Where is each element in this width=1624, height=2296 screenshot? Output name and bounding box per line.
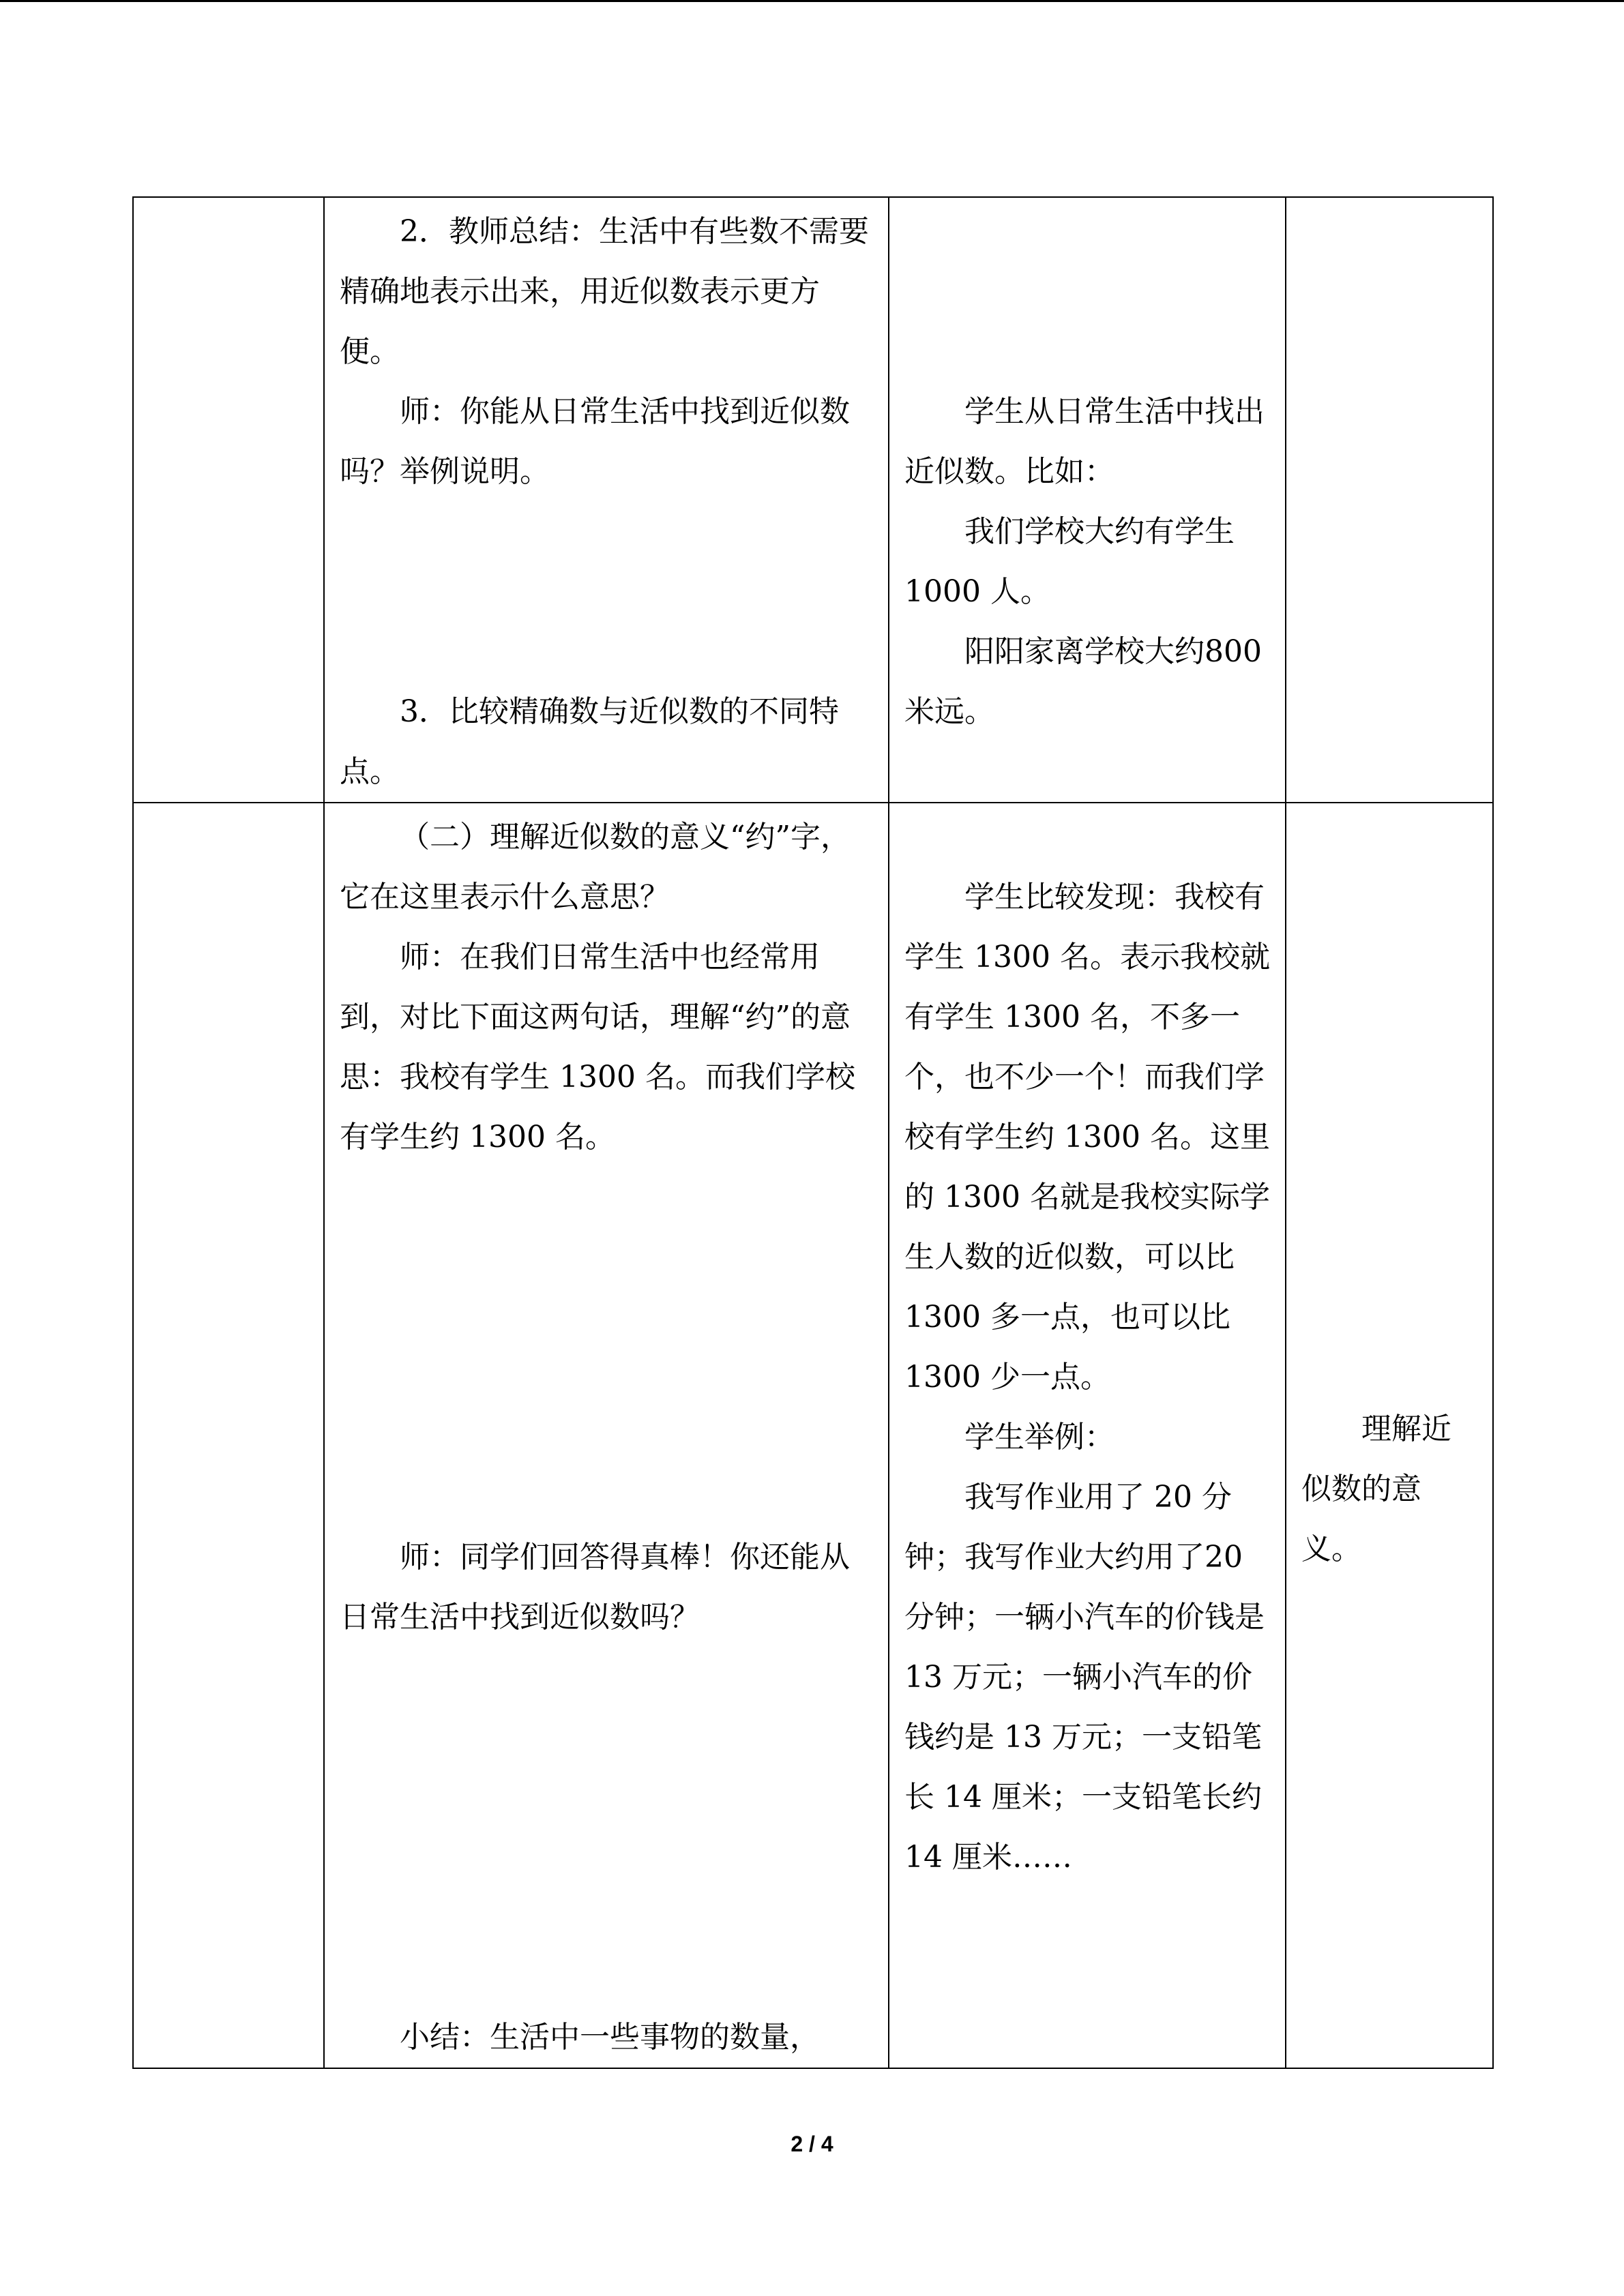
- page-number: 2 / 4: [791, 2132, 833, 2156]
- teacher-text: 师：你能从日常生活中找到近似数吗？举例说明。: [340, 394, 850, 489]
- student-text: 学生比较发现：我校有学生 1300 名。表示我校就有学生 1300 名，不多一个，也不少一个！而我们学校有学生约 1300 名。这里的 1300 名就是我校实际学生人数的近似数，可以比 1300 多一点，也可以比 1300 少一点。: [904, 880, 1270, 1395]
- lesson-plan-table: [132, 196, 1494, 2069]
- teacher-text: 师：在我们日常生活中也经常用到，对比下面这两句话，理解“约”的意思：我校有学生 1300 名。而我们学校有学生约 1300 名。: [340, 940, 855, 1154]
- table-row: [133, 803, 1493, 2068]
- student-text: 我们学校大约有学生1000 人。: [904, 514, 1235, 609]
- student-activity-cell: [889, 803, 1286, 2068]
- student-activity-cell: [889, 197, 1286, 803]
- stage-cell: [133, 197, 324, 803]
- teacher-text: 2．教师总结：生活中有些数不需要精确地表示出来，用近似数表示更方便。: [340, 214, 869, 369]
- spacer: [904, 202, 1270, 382]
- student-text: 阳阳家离学校大约800 米远。: [904, 634, 1262, 729]
- top-border-line: [0, 0, 1624, 2]
- spacer: [340, 1167, 873, 1527]
- teacher-text: 3．比较精确数与近似数的不同特点。: [340, 694, 839, 789]
- stage-cell: [133, 803, 324, 2068]
- design-intent-text: 理解近似数的意义。: [1301, 1412, 1451, 1566]
- teacher-text: 师：同学们回答得真棒！你还能从日常生活中找到近似数吗？: [340, 1540, 850, 1635]
- student-text: 学生从日常生活中找出近似数。比如：: [904, 394, 1265, 489]
- table-row: [133, 197, 1493, 803]
- design-intent-cell: [1286, 197, 1493, 803]
- student-text: 学生举例：: [964, 1420, 1114, 1455]
- spacer: [340, 1648, 873, 2008]
- teacher-activity-cell: [324, 803, 889, 2068]
- design-intent-cell: [1286, 803, 1493, 2068]
- teacher-text: （二）理解近似数的意义“约”字，它在这里表示什么意思？: [340, 820, 851, 914]
- student-text: 我写作业用了 20 分钟；我写作业大约用了20 分钟；一辆小汽车的价钱是 13 万元；一辆小汽车的价钱约是 13 万元；一支铅笔长 14 厘米；一支铅笔长约 14 厘米……: [904, 1480, 1265, 1875]
- teacher-text: 小结：生活中一些事物的数量，: [400, 2020, 820, 2055]
- spacer: [1301, 859, 1477, 1399]
- spacer: [340, 502, 873, 682]
- teacher-activity-cell: [324, 197, 889, 803]
- spacer: [904, 807, 1270, 867]
